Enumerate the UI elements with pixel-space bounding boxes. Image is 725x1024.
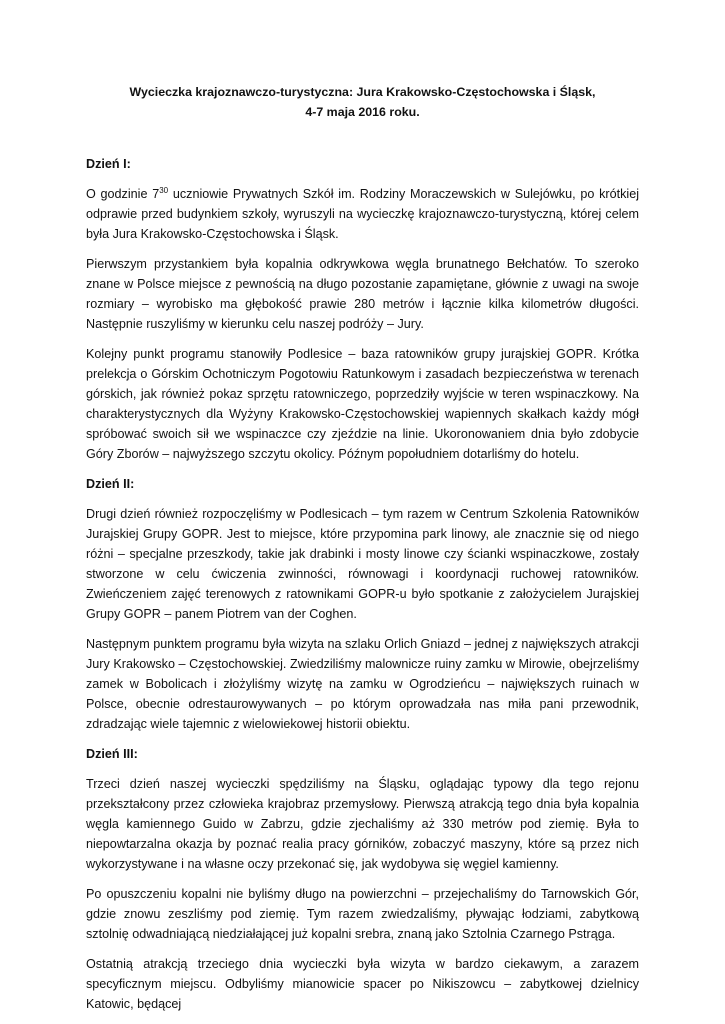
day-2-paragraph-2: Następnym punktem programu była wizyta na szlaku Orlich Gniazd – jednej z największych atrakcji Jury Krakowsko – Częstochowskiej. Zwiedziliśmy malownicze ruiny zamku w Mirowie, obejrzeliśmy zamek w Bobolicach i złożyliśmy wizytę na zamku w Ogrodzieńcu – największych ruinach w Polsce, obecnie odrestaurowywanych – po którym oprowadzała nas miła pani przewodnik, zdradzając wiele tajemnic z wielowiekowej historii obiektu. [86, 637, 639, 731]
day-1-paragraph-3: Kolejny punkt programu stanowiły Podlesice – baza ratowników grupy jurajskiej GOPR. Krótka prelekcja o Górskim Ochotniczym Pogotowiu Ratunkowym i zasadach bezpieczeństwa w terenach górskich, jak również pokaz sprzętu ratowniczego, poprzedziły wyjście w teren wspinaczkowy. Na charakterystycznych dla Wyżyny Krakowsko-Częstochowskiej wapiennych skałkach każdy mógł spróbować swoich sił we wspinaczce czy zjeździe na linie. Ukoronowaniem dnia było zdobycie Góry Zborów – najwyższego szczytu okolicy. Późnym popołudniem dotarliśmy do hotelu. [86, 347, 639, 461]
title-line-1: Wycieczka krajoznawczo-turystyczna: Jura Krakowsko-Częstochowska i Śląsk, [129, 85, 596, 99]
document-page [86, 82, 639, 1014]
time-superscript: 30 [159, 186, 169, 195]
day-3-heading: Dzień III: [86, 747, 138, 761]
day-1-paragraph-1-prefix: O godzinie 7 [86, 187, 160, 201]
day-1-paragraph-2: Pierwszym przystankiem była kopalnia odkrywkowa węgla brunatnego Bełchatów. To szeroko znane w Polsce miejsce z pewnością na długo pozostanie zapamiętane, głównie z uwagi na swoje rozmiary – wyrobisko ma głębokość prawie 280 metrów i łącznie kilka kilometrów długości. Następnie ruszyliśmy w kierunku celu naszej podróży – Jury. [86, 257, 639, 331]
title-line-2: 4-7 maja 2016 roku. [305, 105, 420, 119]
document-title [86, 82, 639, 122]
day-1-paragraph-1 [86, 184, 639, 244]
day-2-paragraph-1: Drugi dzień również rozpoczęliśmy w Podlesicach – tym razem w Centrum Szkolenia Ratowników Jurajskiej Grupy GOPR. Jest to miejsce, które przypomina park linowy, ale znacznie się od niego różni – specjalne przeszkody, takie jak drabinki i mosty linowe czy ścianki wspinaczkowe, zostały stworzone w celu ćwiczenia zwinności, równowagi i koordynacji ruchowej ratowników. Zwieńczeniem zajęć terenowych z ratownikami GOPR-u było spotkanie z założycielem Jurajskiej Grupy GOPR – panem Piotrem van der Coghen. [86, 507, 639, 621]
day-1-paragraph-1-rest: uczniowie Prywatnych Szkół im. Rodziny Moraczewskich w Sulejówku, po krótkiej odprawie przed budynkiem szkoły, wyruszyli na wycieczkę krajoznawczo-turystyczną, której celem była Jura Krakowsko-Częstochowska i Śląsk. [86, 187, 639, 241]
day-2-heading: Dzień II: [86, 477, 135, 491]
day-3-paragraph-1: Trzeci dzień naszej wycieczki spędziliśmy na Śląsku, oglądając typowy dla tego rejonu przekształcony przez człowieka krajobraz przemysłowy. Pierwszą atrakcją tego dnia była kopalnia węgla kamiennego Guido w Zabrzu, gdzie zjechaliśmy aż 330 metrów pod ziemię. Była to niepowtarzalna okazja by poznać realia pracy górników, zobaczyć maszyny, które są przez nich wykorzystywane i na własne oczy przekonać się, jak wydobywa się węgiel kamienny. [86, 777, 639, 871]
day-1-heading: Dzień I: [86, 157, 131, 171]
day-3-paragraph-3: Ostatnią atrakcją trzeciego dnia wycieczki była wizyta w bardzo ciekawym, a zarazem specyficznym miejscu. Odbyliśmy mianowicie spacer po Nikiszowcu – zabytkowej dzielnicy Katowic, będącej [86, 957, 639, 1011]
day-3-paragraph-2: Po opuszczeniu kopalni nie byliśmy długo na powierzchni – przejechaliśmy do Tarnowskich Gór, gdzie znowu zeszliśmy pod ziemię. Tym razem zwiedzaliśmy, pływając łodziami, zabytkową sztolnię odwadniającą niedziałającej już kopalni srebra, znaną jako Sztolnia Czarnego Pstrąga. [86, 887, 639, 941]
